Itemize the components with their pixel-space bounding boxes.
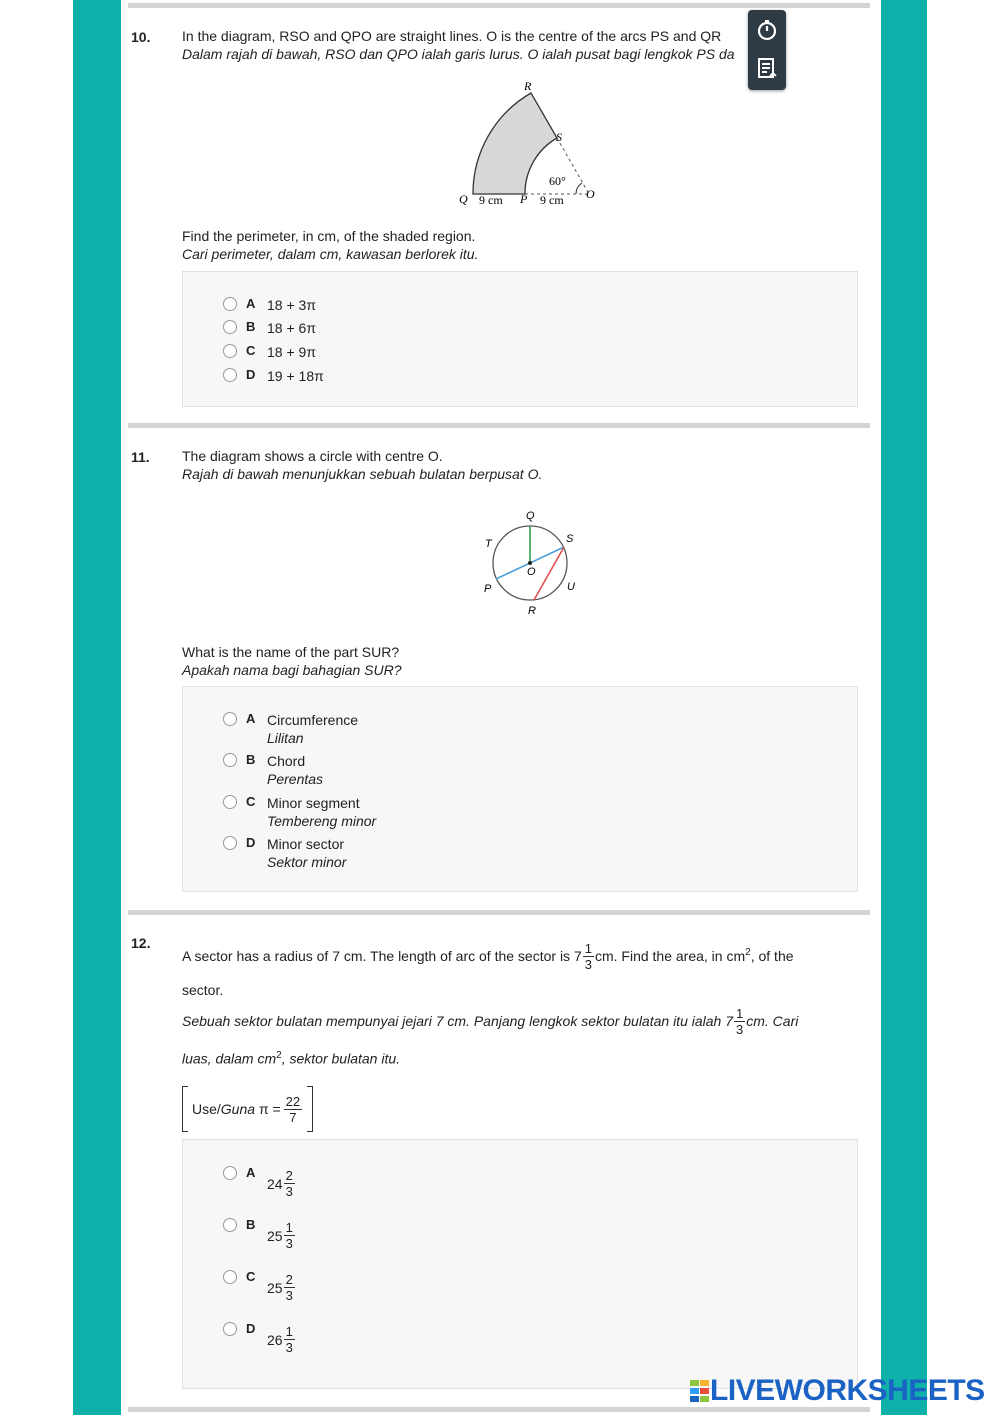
timer-icon[interactable] bbox=[755, 18, 779, 42]
label-q: Q bbox=[526, 510, 535, 522]
question-line-2: sector. bbox=[182, 982, 224, 998]
radio-button[interactable] bbox=[223, 1270, 237, 1284]
question-number: 10. bbox=[131, 29, 151, 45]
label-o: O bbox=[586, 187, 595, 201]
label-s: S bbox=[566, 533, 574, 545]
pi-hint: Use/ Guna π = $\frac{22}{7}$ bbox=[182, 1086, 313, 1132]
separator bbox=[128, 423, 870, 428]
radio-button[interactable] bbox=[223, 368, 237, 382]
radio-button[interactable] bbox=[223, 753, 237, 767]
separator bbox=[128, 910, 870, 915]
length-qp: 9 cm bbox=[479, 193, 503, 207]
radio-button[interactable] bbox=[223, 712, 237, 726]
radio-button[interactable] bbox=[223, 297, 237, 311]
worksheet-icon[interactable] bbox=[755, 56, 779, 80]
right-side-bar bbox=[881, 0, 927, 1415]
label-p: P bbox=[484, 583, 492, 595]
question-line-1: A sector has a radius of 7 cm. The length of arc of the sector is 7 $\frac{1}{3}$ cm. Find the area, in cm $^2$ , of the bbox=[182, 940, 794, 972]
radio-button[interactable] bbox=[223, 795, 237, 809]
prompt-en: Find the perimeter, in cm, of the shaded region. bbox=[182, 228, 476, 244]
question-text-ms: Rajah di bawah menunjukkan sebuah bulatan berpusat O. bbox=[182, 466, 543, 482]
radio-button[interactable] bbox=[223, 1322, 237, 1336]
radio-button[interactable] bbox=[223, 1166, 237, 1180]
prompt-en: What is the name of the part SUR? bbox=[182, 644, 400, 660]
label-p: P bbox=[520, 192, 528, 206]
label-t: T bbox=[485, 538, 492, 550]
radio-button[interactable] bbox=[223, 344, 237, 358]
question-text-en: The diagram shows a circle with centre O. bbox=[182, 448, 443, 464]
circle-diagram bbox=[478, 505, 582, 621]
question-text-ms: Dalam rajah di bawah, RSO dan QPO ialah garis lurus. O ialah pusat bagi lengkok PS da bbox=[182, 46, 735, 62]
question-line-3: Sebuah sektor bulatan mempunyai jejari 7 cm. Panjang lengkok sektor bulatan itu ialah 7 $\frac{1}{3}$ cm. Cari bbox=[182, 1005, 799, 1037]
angle-label: 60° bbox=[549, 174, 566, 188]
prompt-ms: Apakah nama bagi bahagian SUR? bbox=[182, 662, 402, 678]
sector-diagram bbox=[450, 78, 610, 210]
question-line-4: luas, dalam $cm^2$, sektor bulatan itu. bbox=[182, 1050, 401, 1067]
label-s: S bbox=[556, 130, 562, 144]
left-side-bar bbox=[73, 0, 121, 1415]
label-r: R bbox=[528, 605, 536, 617]
question-number: 12. bbox=[131, 935, 151, 951]
radio-button[interactable] bbox=[223, 1218, 237, 1232]
tool-widget bbox=[748, 10, 786, 90]
question-number: 11. bbox=[131, 449, 150, 465]
radio-button[interactable] bbox=[223, 836, 237, 850]
length-po: 9 cm bbox=[540, 193, 564, 207]
question-text-en: In the diagram, RSO and QPO are straight lines. O is the centre of the arcs PS and QR bbox=[182, 28, 722, 44]
radio-button[interactable] bbox=[223, 320, 237, 334]
label-q: Q bbox=[459, 192, 468, 206]
liveworksheets-logo: LIVEWORKSHEETS bbox=[690, 1375, 985, 1407]
label-u: U bbox=[567, 581, 575, 593]
prompt-ms: Cari perimeter, dalam cm, kawasan berlorek itu. bbox=[182, 246, 479, 262]
logo-grid-icon bbox=[690, 1380, 710, 1402]
label-o: O bbox=[527, 566, 536, 578]
separator-top bbox=[128, 3, 870, 8]
options-box bbox=[182, 271, 858, 407]
label-r: R bbox=[524, 79, 532, 93]
